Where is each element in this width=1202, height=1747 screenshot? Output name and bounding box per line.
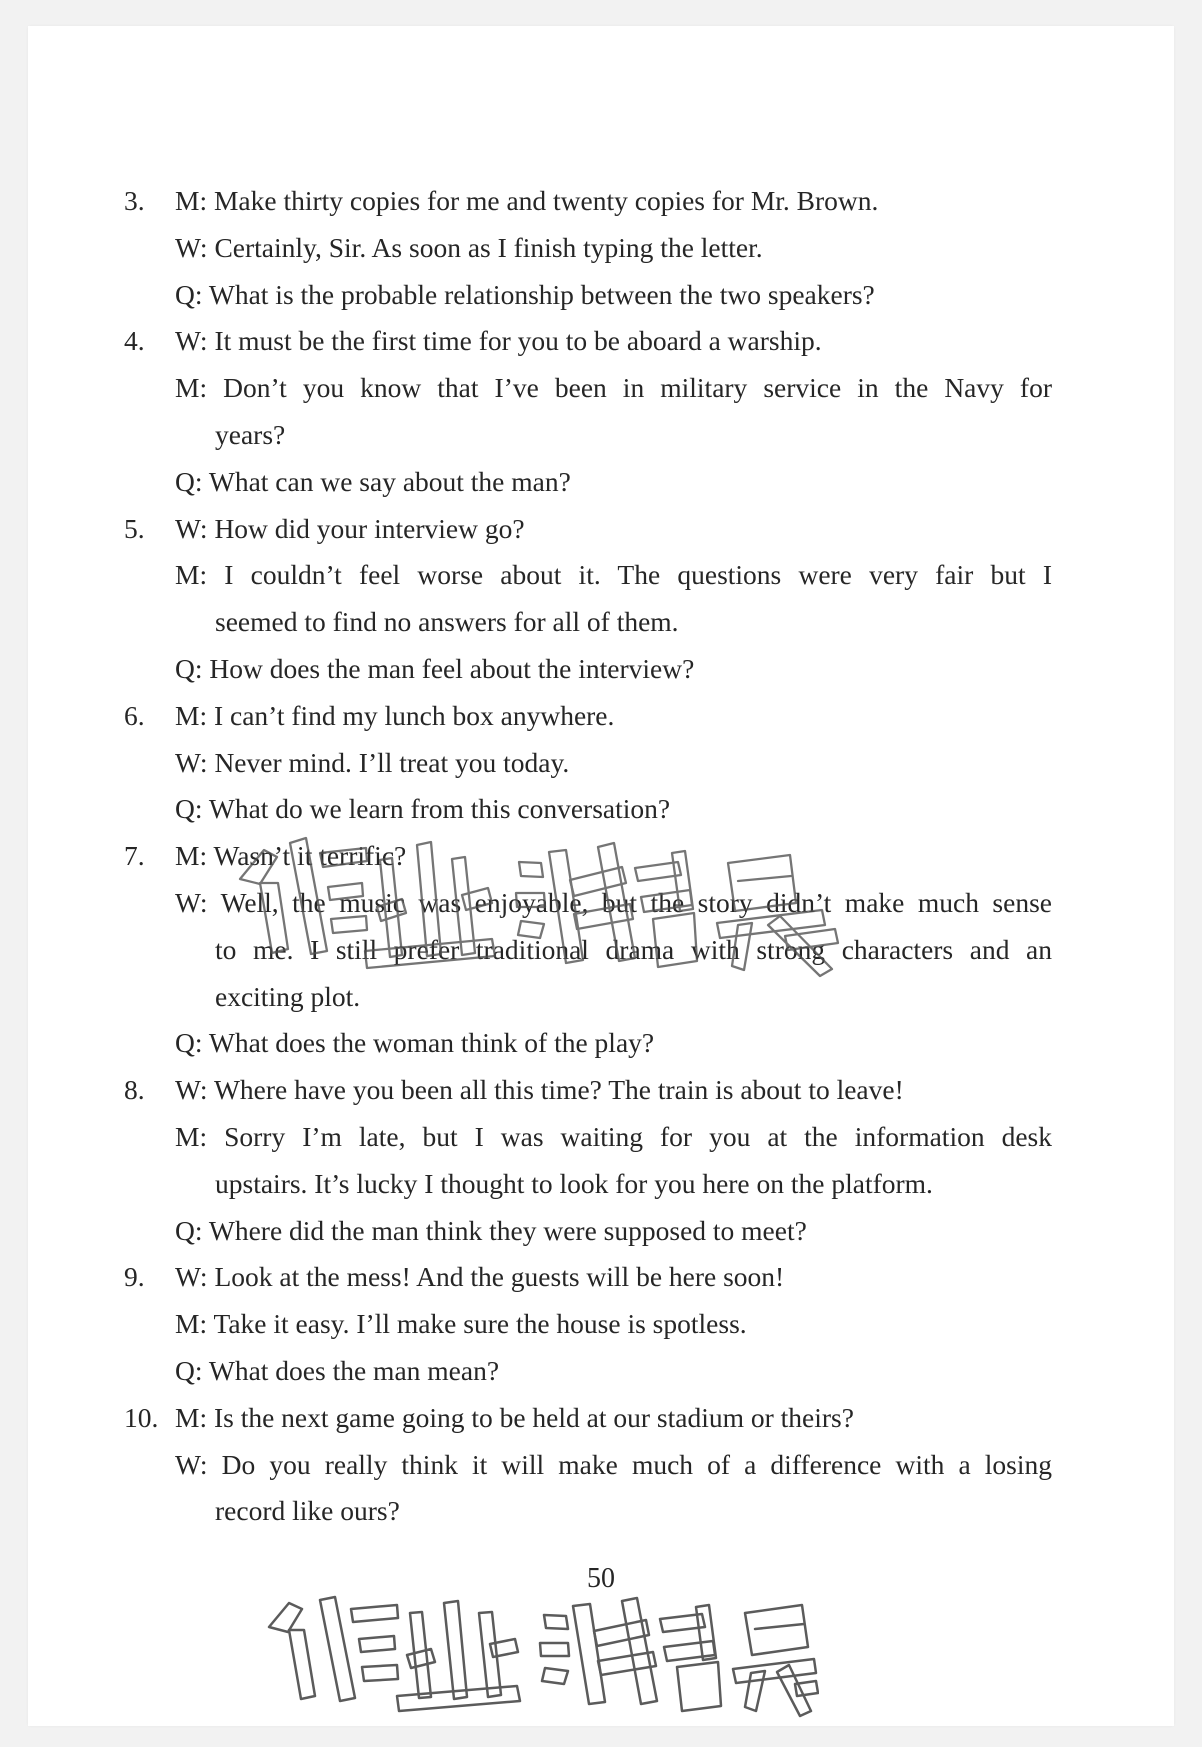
speaker-line: W: Where have you been all this time? The train is about to leave! [175,1074,904,1106]
dialogue-item-7 [124,833,1052,1067]
dialogue-line: M: I couldn’t feel worse about it. The questions were very fair but I [175,559,1052,591]
dialogue-line-continuation: to me. I still prefer traditional drama with strong characters and an [215,933,1052,965]
dialogue-item-9 [124,1254,1052,1394]
speaker-line: M: Make thirty copies for me and twenty copies for Mr. Brown. [175,185,879,216]
speaker-line: W: It must be the first time for you to be aboard a warship. [175,325,822,357]
question-line: Q: How does the man feel about the interview? [175,652,695,684]
item-number: 8. [124,1074,145,1106]
dialogue-line: M: Take it easy. I’ll make sure the house is spotless. [175,1308,747,1340]
dialogue-item-10 [124,1395,1052,1535]
question-line: Q: Where did the man think they were supposed to meet? [175,1214,807,1246]
dialogue-line: M: Sorry I’m late, but I was waiting for you at the information desk [175,1120,1052,1152]
dialogue-line [124,693,1052,740]
speaker-line: W: How did your interview go? [175,512,525,544]
speaker-line: M: I can’t find my lunch box anywhere. [175,699,615,731]
dialogue-line: W: Do you really think it will make much of a difference with a losing [175,1448,1052,1480]
item-number: 10. [124,1401,159,1433]
dialogue-line-continuation: upstairs. It’s lucky I thought to look for you here on the platform. [215,1167,933,1199]
question-line: Q: What does the woman think of the play? [175,1027,655,1059]
item-number: 3. [124,185,145,216]
dialogue-item-6 [124,693,1052,833]
dialogue-line-continuation: exciting plot. [215,980,361,1012]
question-line: Q: What does the man mean? [175,1354,500,1386]
page-number: 50 [587,1563,615,1594]
item-number: 9. [124,1261,145,1293]
question-line: Q: What do we learn from this conversation? [175,793,671,825]
dialogue-line: W: Well, the music was enjoyable, but the story didn’t make much sense [175,886,1052,918]
question-line: Q: What is the probable relationship between the two speakers? [175,278,875,310]
dialogue-line-continuation: record like ours? [215,1495,400,1527]
item-number: 4. [124,325,145,357]
dialogue-item-5 [124,506,1052,693]
item-number: 7. [124,840,145,872]
dialogue-line [124,1395,1052,1442]
dialogue-line: M: Don’t you know that I’ve been in military service in the Navy for [175,372,1052,404]
dialogue-content [124,178,1052,1535]
dialogue-line [124,1254,1052,1301]
dialogue-line-continuation: seemed to find no answers for all of them. [215,606,679,638]
dialogue-line [124,178,1052,225]
dialogue-line: W: Never mind. I’ll treat you today. [175,746,570,778]
item-number: 6. [124,699,145,731]
speaker-line: M: Wasn’t it terrific? [175,840,407,872]
dialogue-item-4 [124,318,1052,505]
dialogue-item-8 [124,1067,1052,1254]
dialogue-line-continuation: years? [215,418,286,450]
dialogue-line: W: Certainly, Sir. As soon as I finish typing the letter. [175,231,763,263]
speaker-line: M: Is the next game going to be held at our stadium or theirs? [175,1401,854,1433]
item-number: 5. [124,512,145,544]
dialogue-item-3 [124,178,1052,318]
speaker-line: W: Look at the mess! And the guests will be here soon! [175,1261,785,1293]
dialogue-line [124,506,1052,553]
dialogue-line [124,833,1052,880]
dialogue-line [124,1067,1052,1114]
dialogue-line [124,318,1052,365]
question-line: Q: What can we say about the man? [175,465,571,497]
